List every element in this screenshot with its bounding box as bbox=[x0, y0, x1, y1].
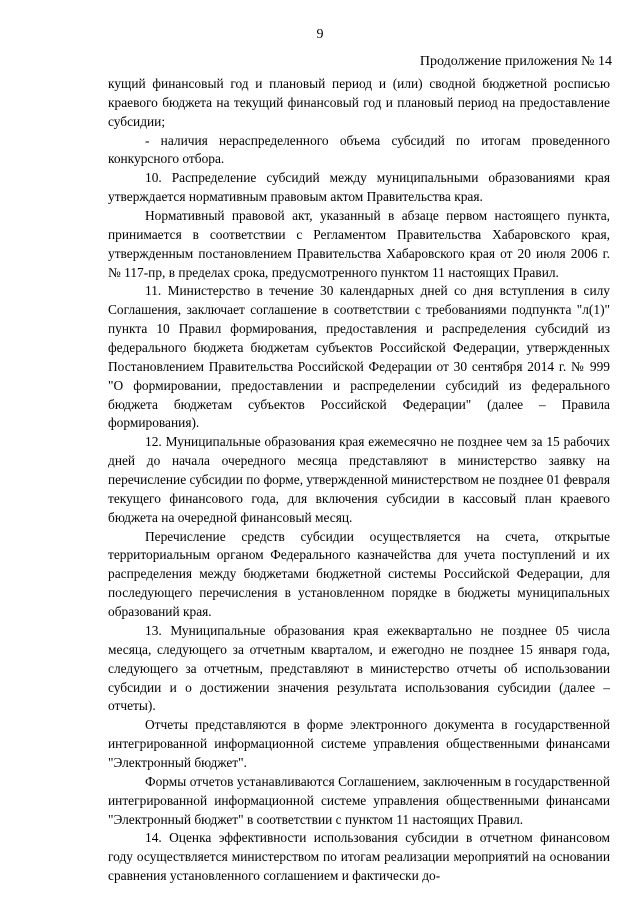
document-body bbox=[108, 75, 610, 886]
paragraph-report-forms: Формы отчетов устанавливаются Соглашением, заключенным в государственной интегрированной информационной системе управления общественными финансами "Электронный бюджет" в соответствии с пунктом 11 настоящих Правил. bbox=[108, 773, 610, 827]
paragraph-item-12: 12. Муниципальные образования края ежемесячно не позднее чем за 15 рабочих дней до начала очередного месяца представляют в министерство заявку на перечисление субсидии по форме, утвержденной министерством не позднее 01 февраля текущего финансового года, для включения субсидии в кассовый план краевого бюджета на очередной финансовый месяц. bbox=[108, 434, 610, 525]
paragraph-item-14: 14. Оценка эффективности использования субсидии в отчетном финансовом году осуществляется министерством по итогам реализации мероприятий на основании сравнения установленного соглашением и фактически до- bbox=[108, 830, 610, 884]
paragraph-unallocated-subsidies: - наличия нераспределенного объема субсидий по итогам проведенного конкурсного отбора. bbox=[108, 132, 610, 167]
paragraph-item-10: 10. Распределение субсидий между муниципальными образованиями края утверждается нормативным правовым актом Правительства края. bbox=[108, 170, 610, 205]
appendix-continuation-note: Продолжение приложения № 14 bbox=[419, 54, 612, 69]
paragraph-normative-act: Нормативный правовой акт, указанный в абзаце первом настоящего пункта, принимается в соответствии с Регламентом Правительства Хабаровского края, утвержденным постановлением Правительства Хабаровского края от 20 июля 2006 г. № 117-пр, в пределах срока, предусмотренного пунктом 11 настоящих Правил. bbox=[108, 208, 610, 280]
paragraph-item-11: 11. Министерство в течение 30 календарных дней со дня вступления в силу Соглашения, заключает соглашение в соответствии с требованиями подпункта "л(1)" пункта 10 Правил формирования, предоставления и распределения субсидий из федерального бюджета бюджетам субъектов Российской Федерации, утвержденных Постановлением Правительства Российской Федерации от 30 сентября 2014 г. № 999 "О формировании, предоставлении и распределении субсидий из федерального бюджета бюджетам субъектов Российской Федерации" (далее – Правила формирования). bbox=[108, 283, 610, 431]
page-number: 9 bbox=[316, 27, 324, 42]
paragraph-reports-format: Отчеты представляются в форме электронного документа в государственной интегрированной информационной системе управления общественными финансами "Электронный бюджет". bbox=[108, 717, 610, 770]
paragraph-item-13: 13. Муниципальные образования края ежеквартально не позднее 05 числа месяца, следующего за отчетным кварталом, и ежегодно не позднее 15 января года, следующего за отчетным, представляют в министерство отчеты об использовании субсидии и о достижении значения результата использования субсидии (далее – отчеты). bbox=[108, 622, 610, 714]
paragraph-budget-schedule: кущий финансовый год и плановый период и (или) сводной бюджетной росписью краевого бюджета на текущий финансовый год и плановый период на предоставление субсидии; bbox=[108, 76, 610, 129]
paragraph-funds-transfer: Перечисление средств субсидии осуществляется на счета, открытые территориальным органом Федерального казначейства для учета поступлений и их распределения между бюджетами бюджетной системы Российской Федерации, для последующего перечисления в установленном порядке в бюджеты муниципальных образований края. bbox=[108, 528, 610, 620]
